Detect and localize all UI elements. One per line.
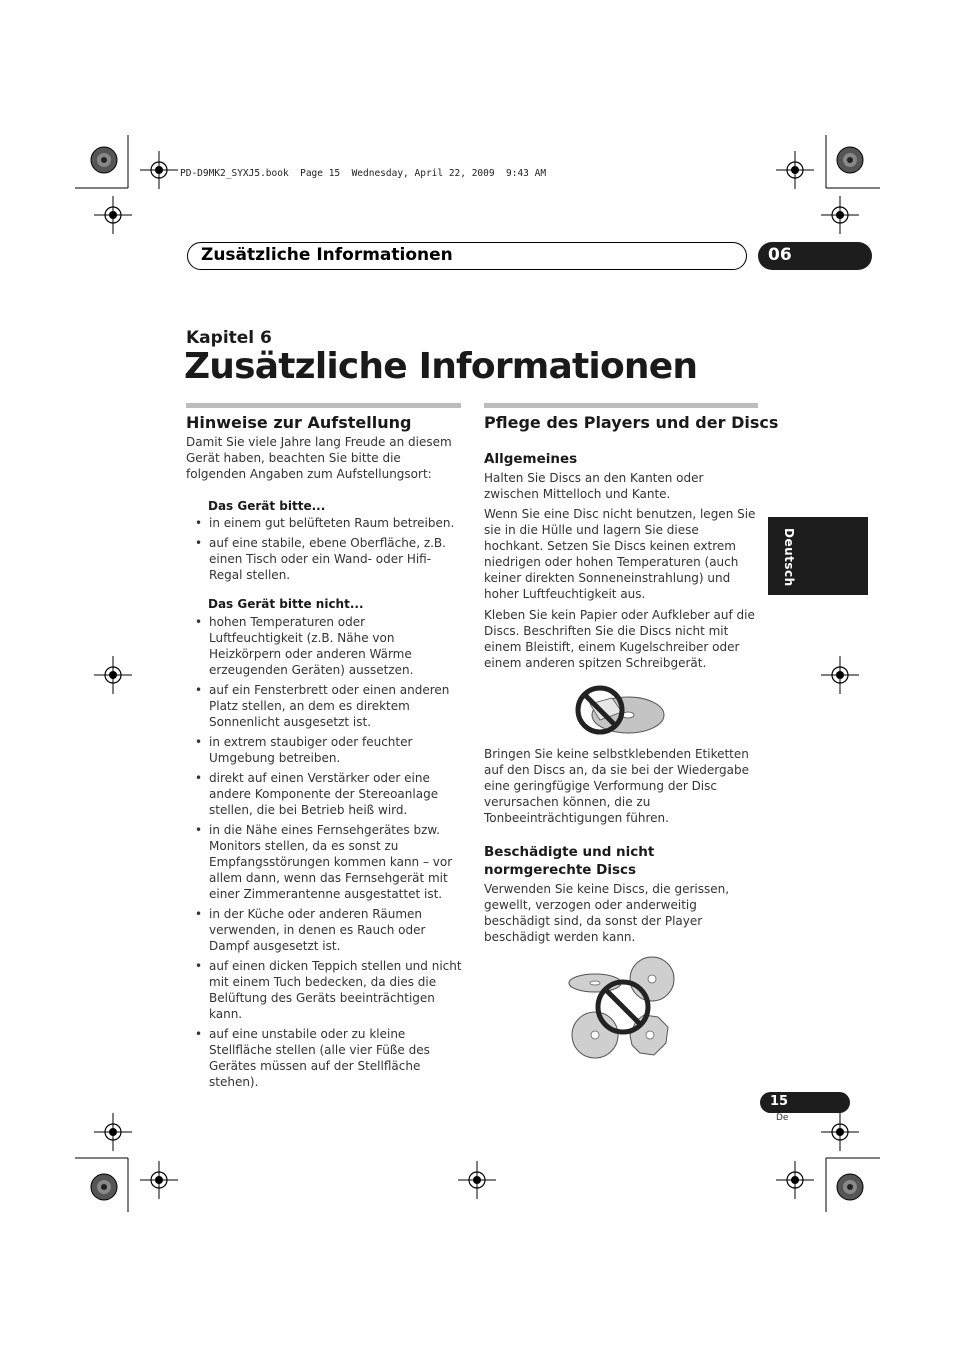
subheading-beschaedigte: Beschädigte und nicht normgerechte Discs — [484, 844, 655, 878]
list-item: • in einem gut belüfteten Raum betreiben. — [187, 515, 462, 531]
paragraph: Halten Sie Discs an den Kanten oder zwischen Mittelloch und Kante. — [484, 471, 704, 501]
section-heading-aufstellung: Hinweise zur Aufstellung — [186, 413, 412, 432]
paragraph: Wenn Sie eine Disc nicht benutzen, legen Sie sie in die Hülle und lagern Sie diese hochkant. Setzen Sie Discs keinen extrem niedrigen oder hohen Temperaturen (auch keiner direkten Sonneneinstrahlung) und hoher Luftfeuchtigkeit aus. — [484, 507, 756, 601]
dont-list — [187, 614, 462, 1094]
list-item: • auf eine unstabile oder zu kleine Stellfläche stellen (alle vier Füße des Gerätes müssen auf der Stellfläche stehen). — [187, 1026, 462, 1090]
section-divider — [186, 403, 461, 408]
do-heading: Das Gerät bitte... — [208, 499, 326, 513]
intro-paragraph: Damit Sie viele Jahre lang Freude an diesem Gerät haben, beachten Sie bitte die folgenden Angaben zum Aufstellungsort: — [186, 435, 452, 481]
page-language: De — [776, 1113, 789, 1123]
paragraph: Kleben Sie kein Papier oder Aufkleber auf die Discs. Beschriften Sie die Discs nicht mit einem Bleistift, einem Kugelschreiber oder einem anderen spitzen Schreibgerät. — [484, 608, 755, 670]
list-item: • in extrem staubiger oder feuchter Umgebung betreiben. — [187, 734, 462, 766]
list-item: • auf eine stabile, ebene Oberfläche, z.B. einen Tisch oder ein Wand- oder Hifi-Regal stellen. — [187, 535, 462, 583]
section-divider — [484, 403, 758, 408]
list-item: • auf ein Fensterbrett oder einen anderen Platz stellen, an dem es direktem Sonnenlicht ausgesetzt ist. — [187, 682, 462, 730]
chapter-title: Zusätzliche Informationen — [184, 346, 698, 387]
list-item: • hohen Temperaturen oder Luftfeuchtigkeit (z.B. Nähe von Heizkörpern oder anderen Wärme erzeugenden Geräten) aussetzen. — [187, 614, 462, 678]
header-title: Zusätzliche Informationen — [201, 245, 453, 265]
paragraph: Bringen Sie keine selbstklebenden Etiketten auf den Discs an, da sie bei der Wiedergabe eine geringfügige Verformung der Disc verursachen können, die zu Tonbeeinträchtigungen führen. — [484, 747, 749, 825]
list-item: • in der Küche oder anderen Räumen verwenden, in denen es Rauch oder Dampf ausgesetzt ist. — [187, 906, 462, 954]
no-sticker-disc-illustration — [570, 680, 670, 740]
page-number: 15 — [770, 1094, 789, 1109]
section-heading-pflege: Pflege des Players und der Discs — [484, 413, 779, 432]
damaged-discs-illustration — [565, 955, 680, 1063]
list-item: • auf einen dicken Teppich stellen und nicht mit einem Tuch bedecken, da dies die Belüftung des Geräts beeinträchtigen kann. — [187, 958, 462, 1022]
subheading-allgemeines: Allgemeines — [484, 451, 578, 467]
list-item: • direkt auf einen Verstärker oder eine andere Komponente der Stereoanlage stellen, die bei Betrieb heiß wird. — [187, 770, 462, 818]
language-tab-label: Deutsch — [782, 528, 796, 587]
do-list — [187, 515, 462, 587]
chapter-label: Kapitel 6 — [186, 328, 272, 348]
dont-heading: Das Gerät bitte nicht... — [208, 597, 364, 611]
list-item: • in die Nähe eines Fernsehgerätes bzw. Monitors stellen, da es sonst zu Empfangsstörungen kommen kann – vor allem dann, wenn das Fernsehgerät mit einer Zimmerantenne ausgestattet ist. — [187, 822, 462, 902]
chapter-number: 06 — [768, 245, 792, 265]
paragraph: Verwenden Sie keine Discs, die gerissen, gewellt, verzogen oder anderweitig beschädigt sind, da sonst der Player beschädigt werden kann. — [484, 882, 730, 944]
file-info: PD-D9MK2_SYXJ5.book Page 15 Wednesday, April 22, 2009 9:43 AM — [180, 168, 547, 179]
